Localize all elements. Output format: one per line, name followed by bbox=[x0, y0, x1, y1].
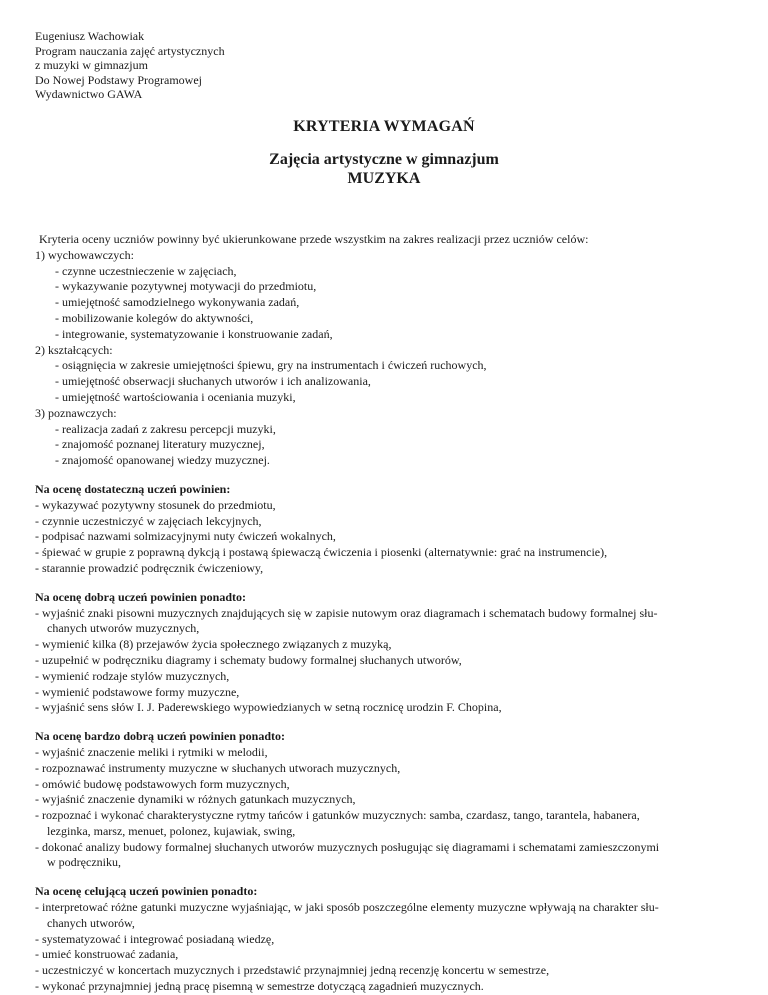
program-line: Do Nowej Podstawy Programowej bbox=[35, 72, 202, 87]
list-item: - osiągnięcia w zakresie umiejętności śpiewu, gry na instrumentach i ćwiczeń ruchowych, bbox=[55, 358, 487, 373]
publisher-line: Wydawnictwo GAWA bbox=[35, 87, 143, 102]
grade-heading-excellent: Na ocenę celującą uczeń powinien ponadto: bbox=[35, 884, 258, 899]
list-item: - wykazywać pozytywny stosunek do przedmiotu, bbox=[35, 497, 276, 512]
list-item: - śpiewać w grupie z poprawną dykcją i postawą śpiewaczą ćwiczenia i piosenki (alternatywnie: grać na instrumencie), bbox=[35, 545, 608, 560]
list-item-continuation: chanych utworów muzycznych, bbox=[47, 621, 200, 636]
subtitle bbox=[0, 150, 768, 188]
intro-lead: Kryteria oceny uczniów powinny być ukierunkowane przede wszystkim na zakres realizacji przez uczniów celów: bbox=[39, 232, 589, 246]
author-line: Eugeniusz Wachowiak bbox=[35, 29, 145, 43]
list-item: - wyjaśnić znaczenie meliki i rytmiki w melodii, bbox=[35, 744, 268, 759]
subtitle-line: Zajęcia artystyczne w gimnazjum bbox=[269, 151, 499, 168]
list-item: - wyjaśnić znaki pisowni muzycznych znajdujących się w zapisie nutowym oraz diagramach i schematach budowy formalnej słu- bbox=[35, 605, 658, 620]
list-item: - umiejętność obserwacji słuchanych utworów i ich analizowania, bbox=[55, 374, 371, 389]
list-item: - czynne uczestnieczenie w zajęciach, bbox=[55, 263, 237, 278]
list-item: - wykazywanie pozytywnej motywacji do przedmiotu, bbox=[55, 279, 317, 294]
list-item: - omówić budowę podstawowych form muzycznych, bbox=[35, 776, 290, 791]
list-item: - integrowanie, systematyzowanie i konstruowanie zadań, bbox=[55, 326, 333, 341]
list-item: - uzupełnić w podręczniku diagramy i schematy budowy formalnej słuchanych utworów, bbox=[35, 652, 462, 667]
list-item: - wymienić podstawowe formy muzyczne, bbox=[35, 684, 240, 699]
list-item: - wymienić rodzaje stylów muzycznych, bbox=[35, 668, 230, 683]
grade-heading-sufficient: Na ocenę dostateczną uczeń powinien: bbox=[35, 481, 231, 496]
list-item-continuation: w podręczniku, bbox=[47, 855, 121, 870]
list-item: - wyjaśnić znaczenie dynamiki w różnych gatunkach muzycznych, bbox=[35, 792, 356, 807]
list-item: - znajomość opanowanej wiedzy muzycznej. bbox=[55, 453, 270, 468]
program-line: Program nauczania zajęć artystycznych bbox=[35, 43, 225, 58]
list-item: - realizacja zadań z zakresu percepcji muzyki, bbox=[55, 421, 276, 436]
list-item: - umieć konstruować zadania, bbox=[35, 947, 179, 962]
grade-heading-good: Na ocenę dobrą uczeń powinien ponadto: bbox=[35, 589, 247, 604]
list-item: - czynnie uczestniczyć w zajęciach lekcyjnych, bbox=[35, 513, 262, 528]
list-item: - dokonać analizy budowy formalnej słuchanych utworów muzycznych posługując się diagramami i schematami zamieszczonymi bbox=[35, 839, 660, 854]
goal-group-label: 2) kształcących: bbox=[35, 342, 113, 357]
list-item-continuation: lezginka, marsz, menuet, polonez, kujawiak, swing, bbox=[47, 823, 296, 838]
list-item: - wymienić kilka (8) przejawów życia społecznego związanych z muzyką, bbox=[35, 637, 392, 652]
criteria-body bbox=[35, 232, 735, 995]
list-item: - wykonać przynajmniej jedną pracę pisemną w semestrze dotyczącą zagadnień muzycznych. bbox=[35, 979, 484, 994]
list-item: - umiejętność wartościowania i oceniania muzyki, bbox=[55, 389, 296, 404]
goal-group-label: 1) wychowawczych: bbox=[35, 247, 134, 262]
list-item-continuation: chanych utworów, bbox=[47, 915, 135, 930]
list-item: - mobilizowanie kolegów do aktywności, bbox=[55, 310, 254, 325]
list-item: - rozpoznawać instrumenty muzyczne w słuchanych utworach muzycznych, bbox=[35, 760, 401, 775]
grade-heading-very-good: Na ocenę bardzo dobrą uczeń powinien ponadto: bbox=[35, 729, 286, 744]
page-title: KRYTERIA WYMAGAŃ bbox=[293, 118, 475, 135]
list-item: - systematyzować i integrować posiadaną wiedzę, bbox=[35, 931, 275, 946]
list-item: - znajomość poznanej literatury muzycznej, bbox=[55, 437, 265, 452]
goal-group-label: 3) poznawczych: bbox=[35, 405, 117, 420]
program-line: z muzyki w gimnazjum bbox=[35, 58, 148, 73]
list-item: - wyjaśnić sens słów I. J. Paderewskiego wypowiedzianych w setną rocznicę urodzin F. Chopina, bbox=[35, 700, 502, 715]
list-item: - umiejętność samodzielnego wykonywania zadań, bbox=[55, 295, 300, 310]
document-header bbox=[35, 29, 225, 102]
list-item: - rozpoznać i wykonać charakterystyczne rytmy tańców i gatunków muzycznych: samba, czardasz, tango, tarantela, habanera, bbox=[35, 808, 640, 823]
list-item: - interpretować różne gatunki muzyczne wyjaśniając, w jaki sposób poszczególne elementy muzyczne wpływają na charakter słu- bbox=[35, 900, 659, 915]
subtitle-line: MUZYKA bbox=[347, 170, 421, 187]
list-item: - starannie prowadzić podręcznik ćwiczeniowy, bbox=[35, 560, 264, 575]
list-item: - uczestniczyć w koncertach muzycznych i przedstawić przynajmniej jedną recenzję koncertu w semestrze, bbox=[35, 963, 550, 978]
list-item: - podpisać nazwami solmizacyjnymi nuty ćwiczeń wokalnych, bbox=[35, 529, 336, 544]
